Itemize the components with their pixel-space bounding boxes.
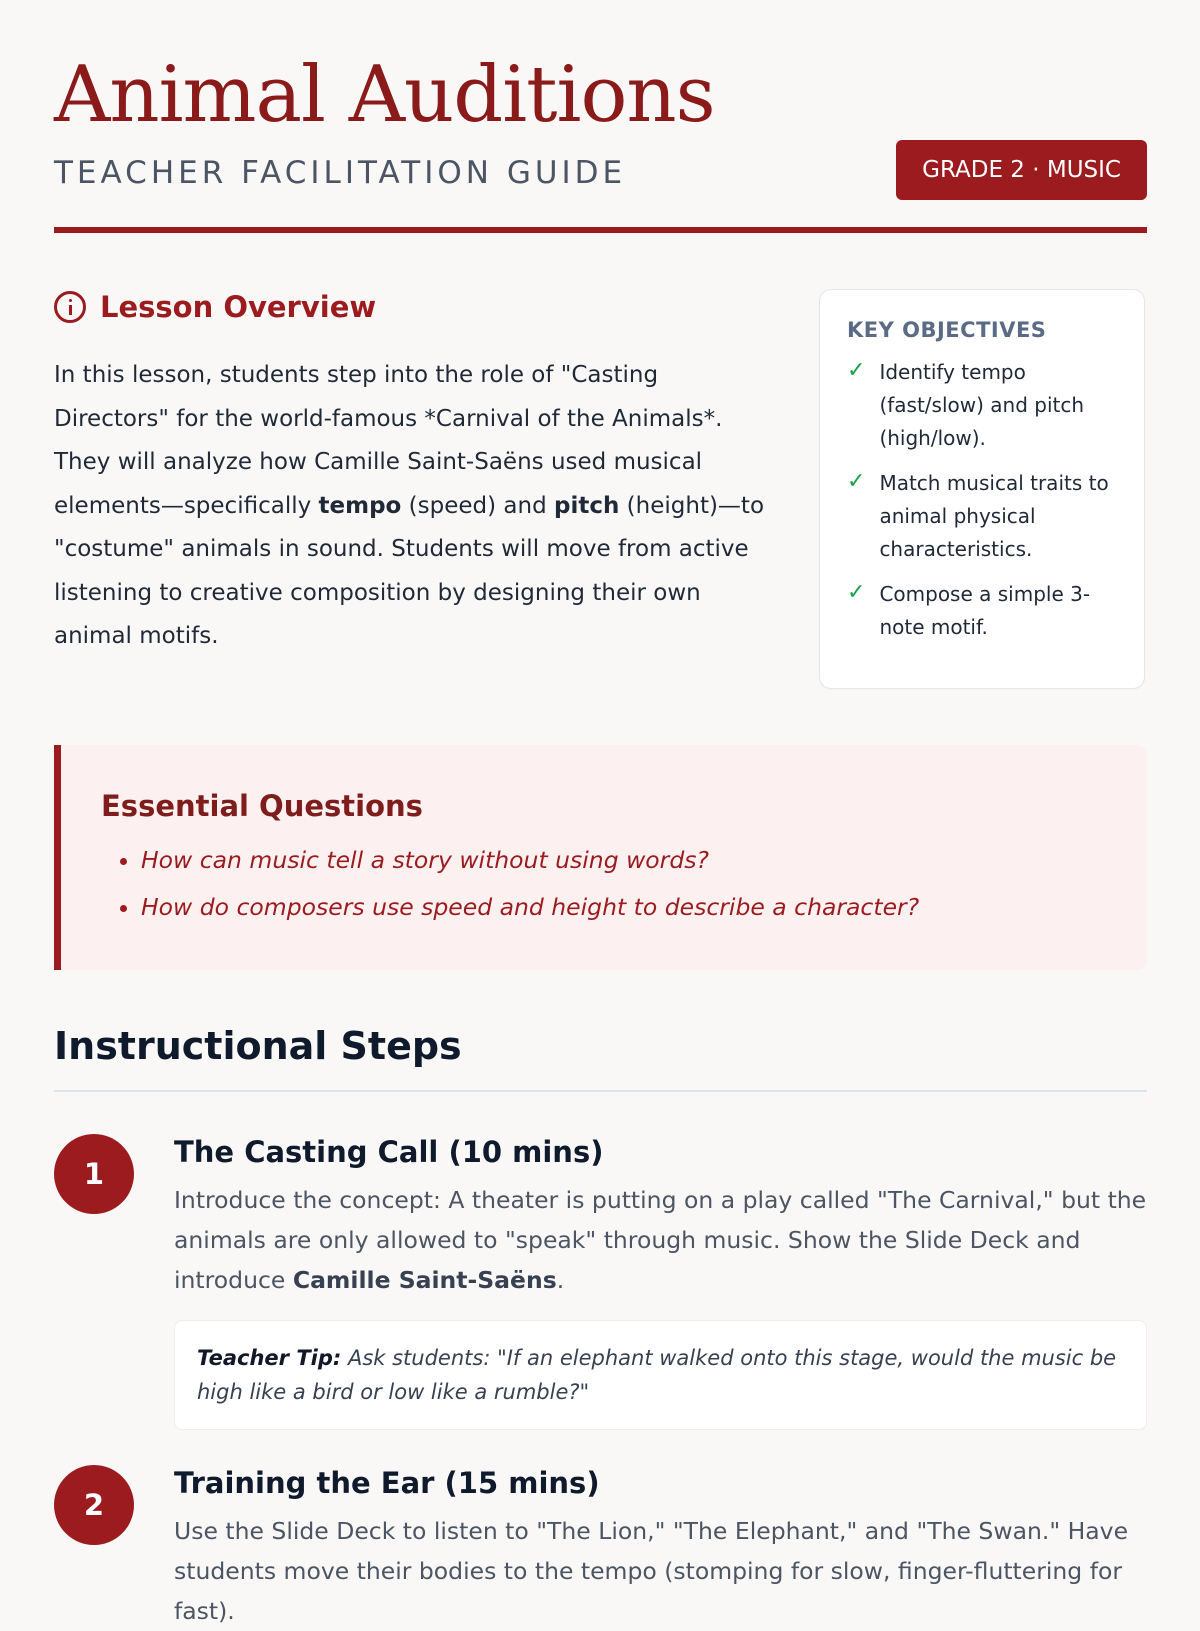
step-number-badge: 1 <box>54 1134 134 1214</box>
info-circle-icon <box>54 291 86 323</box>
step-description-part-2: . <box>556 1266 565 1294</box>
step-number-badge: 2 <box>54 1465 134 1545</box>
essential-questions-callout <box>54 745 1147 970</box>
step-body <box>174 1132 1147 1430</box>
essential-questions-list <box>101 837 1107 931</box>
step-title: The Casting Call (10 mins) <box>174 1135 604 1169</box>
composer-name: Camille Saint-Saëns <box>292 1266 557 1294</box>
page-title: Animal Auditions <box>54 50 715 140</box>
checkmark-icon: ✓ <box>847 358 866 383</box>
teacher-tip-box <box>174 1320 1147 1430</box>
objective-text: Match musical traits to animal physical characteristics. <box>879 471 1109 561</box>
objectives-list <box>847 356 1124 644</box>
header-divider <box>54 227 1147 233</box>
step-description: Use the Slide Deck to listen to "The Lion," "The Elephant," and "The Swan." Have students move their bodies to the tempo (stomping for slow, finger-fluttering for fast). <box>174 1517 1129 1625</box>
lesson-overview-heading <box>54 290 774 324</box>
page-header <box>54 0 1147 235</box>
objective-text: Compose a simple 3-note motif. <box>879 582 1091 639</box>
essential-questions-title: Essential Questions <box>101 789 423 823</box>
lesson-overview-text <box>54 354 774 659</box>
list-item <box>847 356 1124 455</box>
term-pitch: pitch <box>554 492 620 519</box>
lesson-overview-section <box>54 290 774 682</box>
checkmark-icon: ✓ <box>847 580 866 605</box>
list-item: • How do composers use speed and height to describe a character? <box>141 884 1107 931</box>
teacher-tip-text: Ask students: "If an elephant walked onto this stage, would the music be high like a bird or low like a rumble?" <box>197 1346 1117 1404</box>
checkmark-icon: ✓ <box>847 469 866 494</box>
list-item <box>847 467 1124 566</box>
grade-subject-badge: GRADE 2 · MUSIC <box>896 140 1147 200</box>
list-item <box>847 578 1124 644</box>
steps-divider <box>54 1090 1147 1092</box>
teacher-tip-label: Teacher Tip: <box>197 1346 342 1370</box>
overview-text-part-2: (speed) and <box>401 492 554 519</box>
step-title: Training the Ear (15 mins) <box>174 1466 600 1500</box>
key-objectives-card <box>819 289 1145 689</box>
overview-text-part-1: In this lesson, students step into the role of "Casting Directors" for the world-famous *Carnival of the Animals*. They will analyze how Camille Saint-Saëns used musical elements—specifically <box>54 362 723 519</box>
page-subtitle: TEACHER FACILITATION GUIDE <box>54 155 627 191</box>
term-tempo: tempo <box>318 492 402 519</box>
key-objectives-title: KEY OBJECTIVES <box>847 318 1047 342</box>
list-item: • How can music tell a story without using words? <box>141 837 1107 884</box>
step-body <box>174 1463 1147 1631</box>
step-description-part-1: Introduce the concept: A theater is putting on a play called "The Carnival," but the animals are only allowed to "speak" through music. Show the Slide Deck and introduce <box>174 1186 1147 1294</box>
step-description <box>174 1180 1147 1300</box>
objective-text: Identify tempo (fast/slow) and pitch (high/low). <box>879 360 1085 450</box>
lesson-guide-page <box>54 0 1147 1625</box>
instructional-steps-title: Instructional Steps <box>54 1024 462 1068</box>
overview-text-part-3: (height)—to "costume" animals in sound. Students will move from active listening to creative composition by designing their own animal motifs. <box>54 492 765 649</box>
lesson-overview-title: Lesson Overview <box>100 290 377 324</box>
